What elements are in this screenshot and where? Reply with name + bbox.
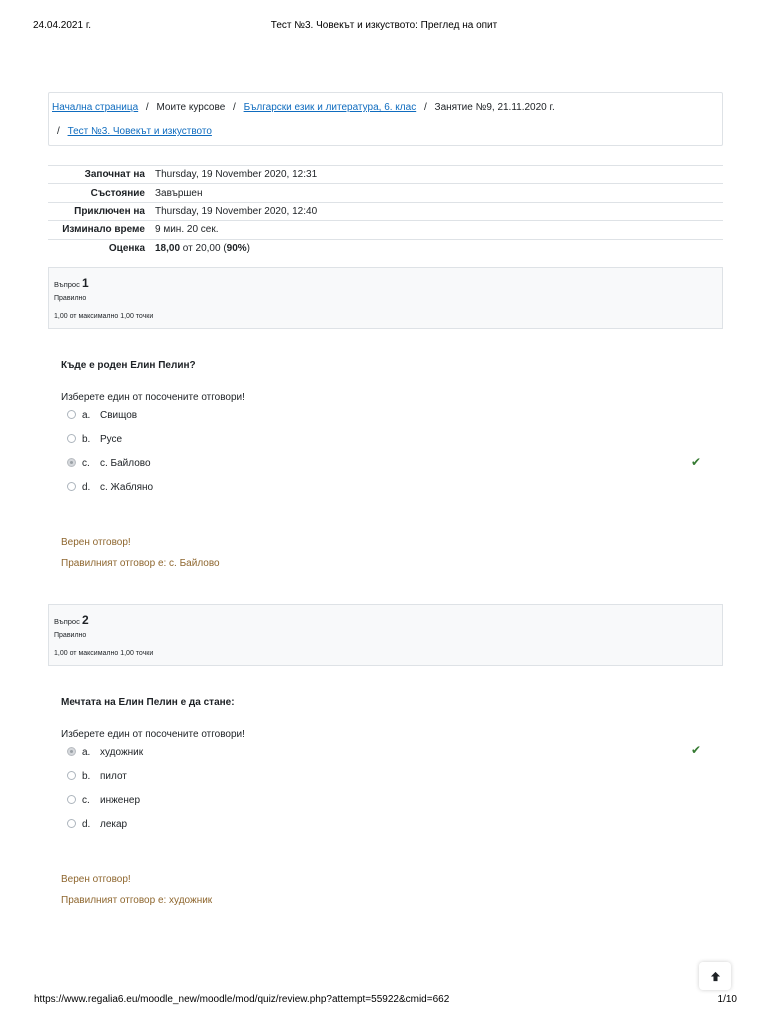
breadcrumb-separator: / xyxy=(423,102,427,113)
radio-button-checked[interactable] xyxy=(67,458,76,467)
summary-value: Thursday, 19 November 2020, 12:40 xyxy=(151,202,723,220)
question-number xyxy=(54,276,89,290)
summary-label: Състояние xyxy=(48,184,151,202)
summary-label: Изминало време xyxy=(48,221,151,239)
question-number-value: 2 xyxy=(81,613,89,627)
question-prompt: Изберете един от посочените отговори! xyxy=(61,392,245,403)
answer-text: Русе xyxy=(100,434,123,445)
general-feedback: Верен отговор! xyxy=(61,537,131,548)
summary-label: Приключен на xyxy=(48,202,151,220)
print-header xyxy=(0,20,768,34)
breadcrumb-lesson: Занятие №9, 21.11.2020 г. xyxy=(434,102,555,113)
breadcrumb-separator: / xyxy=(57,126,60,137)
answer-letter: c. xyxy=(82,458,90,469)
print-page-number: 1/10 xyxy=(717,994,737,1005)
answer-text: с. Байлово xyxy=(100,458,151,469)
answer-letter: d. xyxy=(82,482,91,493)
answer-option[interactable] xyxy=(67,434,122,448)
radio-button[interactable] xyxy=(67,482,76,491)
grade-end: ) xyxy=(246,243,251,254)
grade-mid: от 20,00 ( xyxy=(180,243,227,254)
answer-option-selected[interactable] xyxy=(67,458,151,472)
breadcrumb-separator: / xyxy=(233,102,236,113)
answer-text: лекар xyxy=(100,819,128,830)
radio-button[interactable] xyxy=(67,410,76,419)
answer-option[interactable] xyxy=(67,771,127,785)
answer-option[interactable] xyxy=(67,482,153,496)
grade-score: 18,00 xyxy=(155,243,181,254)
summary-value: 9 мин. 20 сек. xyxy=(151,221,723,239)
question-state: Правилно xyxy=(54,632,87,639)
right-answer: Правилният отговор е: художник xyxy=(61,895,213,906)
check-icon: ✔ xyxy=(691,743,702,757)
breadcrumb xyxy=(48,92,723,146)
print-title: Тест №3. Човекът и изкуството: Преглед на опит xyxy=(270,20,498,31)
answer-option[interactable] xyxy=(67,410,137,424)
question-label: Въпрос xyxy=(54,617,80,626)
answer-letter: b. xyxy=(82,434,91,445)
question-state: Правилно xyxy=(54,295,87,302)
attempt-summary-table xyxy=(48,165,723,257)
question-number-value: 1 xyxy=(81,276,89,290)
radio-button-checked[interactable] xyxy=(67,747,76,756)
summary-row xyxy=(48,184,723,202)
arrow-up-icon xyxy=(710,971,721,982)
summary-row xyxy=(48,221,723,239)
summary-label: Започнат на xyxy=(48,166,151,184)
breadcrumb-my-courses: Моите курсове xyxy=(156,102,226,113)
summary-row xyxy=(48,166,723,184)
general-feedback: Верен отговор! xyxy=(61,874,131,885)
breadcrumb-home-link[interactable]: Начална страница xyxy=(52,102,139,113)
radio-button[interactable] xyxy=(67,771,76,780)
answer-text: художник xyxy=(100,747,144,758)
breadcrumb-separator: / xyxy=(145,102,149,113)
question-prompt: Изберете един от посочените отговори! xyxy=(61,729,245,740)
question-label: Въпрос xyxy=(54,280,80,289)
breadcrumb-quiz-link[interactable]: Тест №3. Човекът и изкуството xyxy=(67,126,212,137)
check-icon: ✔ xyxy=(691,455,702,469)
print-date: 24.04.2021 г. xyxy=(33,20,92,31)
question-text: Мечтата на Елин Пелин е да стане: xyxy=(61,697,235,708)
answer-option[interactable] xyxy=(67,819,127,833)
answer-option[interactable] xyxy=(67,795,140,809)
answer-text: Свищов xyxy=(100,410,138,421)
summary-label: Оценка xyxy=(48,239,151,257)
answer-text: инженер xyxy=(100,795,141,806)
radio-button[interactable] xyxy=(67,434,76,443)
right-answer: Правилният отговор е: с. Байлово xyxy=(61,558,220,569)
question-text: Къде е роден Елин Пелин? xyxy=(61,360,196,371)
summary-grade-value xyxy=(151,239,723,257)
answer-option-selected[interactable] xyxy=(67,747,143,761)
summary-row xyxy=(48,202,723,220)
answer-text: с. Жабляно xyxy=(100,482,154,493)
question-grade: 1,00 от максимално 1,00 точки xyxy=(54,650,154,657)
breadcrumb-course-link[interactable]: Български език и литература, 6. клас xyxy=(243,102,417,113)
answer-text: пилот xyxy=(100,771,127,782)
question-grade: 1,00 от максимално 1,00 точки xyxy=(54,313,154,320)
radio-button[interactable] xyxy=(67,819,76,828)
grade-percent: 90% xyxy=(226,243,247,254)
back-to-top-button[interactable] xyxy=(699,962,731,990)
summary-row-grade xyxy=(48,239,723,257)
print-url: https://www.regalia6.eu/moodle_new/moodle/mod/quiz/review.php?attempt=55922&cmid=662 xyxy=(34,994,450,1005)
answer-letter: c. xyxy=(82,795,90,806)
answer-letter: a. xyxy=(82,410,91,421)
answer-letter: d. xyxy=(82,819,91,830)
summary-value: Thursday, 19 November 2020, 12:31 xyxy=(151,166,723,184)
question-number xyxy=(54,613,89,627)
question-info-1 xyxy=(48,267,723,329)
answer-letter: a. xyxy=(82,747,91,758)
answer-letter: b. xyxy=(82,771,91,782)
question-info-2 xyxy=(48,604,723,666)
summary-value: Завършен xyxy=(151,184,723,202)
radio-button[interactable] xyxy=(67,795,76,804)
